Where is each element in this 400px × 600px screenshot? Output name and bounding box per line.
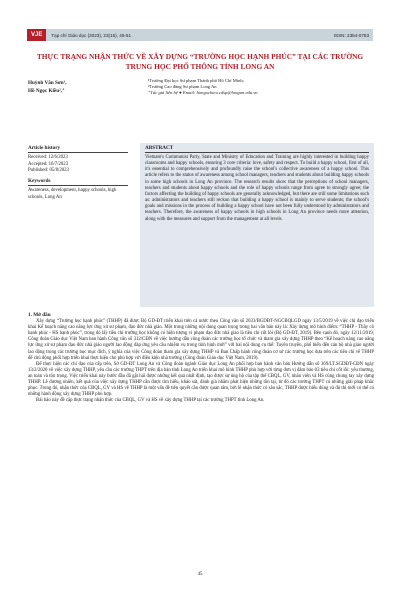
body-paragraph: Xây dựng “Trường học hạnh phúc” (THHP) đã được Bộ GD-ĐT triển khai trên cả nước theo Công văn số 2033/BGDĐT-NGCBQLGD ngày 13/5/2019 về việc chỉ đạo triển khai Kế hoạch nâng cao năng lực ứng xử sư phạm, đạo đức nhà giáo. Một trong những nội dung quan trọng trong hai văn bản này là: Xây dựng mô hình điểm: “THHP - Thầy cô hạnh phúc - HS hạnh phúc”, trong đó lấy tiêu chí trường học không có hiện tượng vi phạm đạo đức nhà giáo là tiêu chí cốt lõi (Bộ GD-ĐT, 2019). Bên cạnh đó, ngày 12/11/2019, Công đoàn Giáo dục Việt Nam ban hành Công văn số 312/CĐN về việc hướng dẫn công đoàn các trường học tổ chức và tham gia xây dựng THHP theo “Kế hoạch nâng cao năng lực ứng xử sư phạm đạo đức nhà giáo người lao động đáp ứng yêu cầu nhiệm vụ trong tình hình mới” với hai nội dung cụ thể: Tuyên truyền, phổ biến đến cán bộ nhà giáo người lao động trong các trường học mục đích, ý nghĩa của việc Công đoàn tham gia xây dựng THHP và Ban Chấp hành công đoàn cơ sở các trường học dựa trên các tiêu chí về THHP để chủ động phối hợp triển khai thực hiện cho phù hợp với điều kiện nhà trường (Công đoàn Giáo dục Việt Nam, 2019).	[28, 319, 374, 361]
accepted-date: Accepted: 16/7/2023	[28, 161, 69, 167]
journal-citation: Tạp chí Giáo dục (2023), 23(15), 45-51	[51, 32, 132, 38]
keywords-block	[28, 178, 128, 201]
body-paragraph: Bài báo này đề cập thực trạng nhận thức của CBQL, GV và HS về xây dựng THHP tại các trường THPT tỉnh Long An.	[36, 398, 265, 404]
divider	[28, 185, 128, 186]
abstract-heading: ABSTRACT	[145, 145, 174, 151]
article-history-heading: Article history	[28, 145, 61, 151]
affiliation-2: ²Trường Cao đẳng Sư phạm Long An	[148, 84, 217, 90]
page-number: 45	[197, 572, 203, 577]
abstract-box	[140, 143, 374, 307]
affiliations	[148, 78, 370, 97]
keywords-heading: Keywords	[28, 178, 51, 185]
corresponding-author-email[interactable]: ⁺Tác giả liên hệ ● Email: hongockieu.cdsp@longan.edu.vn	[148, 90, 258, 96]
article-info-column	[28, 145, 128, 201]
author-2: Hồ Ngọc Kiều²,⁺	[28, 87, 65, 94]
body-paragraph: Để thực hiện các chỉ đạo của cấp trên, Sở GD-ĐT Long An và Công đoàn ngành Giáo dục Long An phối hợp ban hành văn bản Hướng dẫn số 369/LT.SGDĐT-CĐN ngày 13/2/2020 về việc xây dựng THHP, yêu cầu các trường THPT trên địa bàn tỉnh Long An triển khai mô hình THHP phù hợp với từng đơn vị đảm bảo 03 tiêu chí cốt lõi: yêu thương, an toàn và tôn trọng. Việc triển khai này bước đầu đã gặt hái được những kết quả nhất định, tạo được sự ủng hộ của tập thể CBQL, GV, nhân viên và HS cũng chung tay xây dựng THHP. Lẽ đương nhiên, kết quả của việc xây dựng THHP cần được tìm hiểu, khảo sát, đánh giá nhằm phát hiện những tồn tại, từ đó các trường THPT có những giải pháp khắc phục. Trong đó, nhận thức của CBQL, GV và HS về THHP là một vấn đề tiên quyết cần được quan tâm, bởi lẽ nhận thức có sâu sắc, THHP được hiểu đúng và đủ thì mới có thể có những hành động xây dựng THHP phù hợp.	[28, 361, 374, 398]
published-date: Published: 05/8/2023	[28, 167, 69, 173]
section-heading: 1. Mở đầu	[28, 312, 51, 318]
journal-header-bar	[27, 29, 373, 41]
journal-logo-badge: VJE	[27, 29, 46, 41]
body-text	[28, 312, 374, 404]
issn-label: ISSN: 2354-0753	[333, 32, 369, 38]
abstract-text: Vietnam's Communist Party, State and Ministry of Education and Training are highly interested in building happy classrooms and happy schools, ensuring 3 core criteria: love, safety and respect. To build a happy school, first of all, it's essential to comprehensively and profoundly raise the school's collective awareness of a happy school. This article refers to the status of awareness among school managers, teachers and students about building happy schools in some high schools in Long An province. The research results show that the perceptions of school managers, teachers and students about happy schools and the role of happy schools range from agree to strongly agree; the factors affecting the building of happy schools are generally acknowledged, but there are still some limitations such as: administrators and teachers still reckon that building a happy school is mainly to serve students; the school's goals and missions in the process of building a happy school have not been fully understood by administrators and teachers. Therefore, the awareness of happy schools in high schools in Long An province needs more attention, along with the measures and support from the management at all levels.	[145, 155, 369, 222]
keywords-text: Awareness, development, happy schools, high schools, Long An	[28, 188, 117, 200]
author-1: Huỳnh Văn Sơn¹,	[28, 80, 67, 86]
divider	[28, 152, 128, 153]
affiliation-1: ¹Trường Đại học Sư phạm Thành phố Hồ Chí Minh;	[148, 78, 244, 83]
paper-title: THỰC TRẠNG NHẬN THỨC VỀ XÂY DỰNG “TRƯỜNG HỌC HẠNH PHÚC” TẠI CÁC TRƯỜNG TRUNG HỌC PHỔ THÔNG TỈNH LONG AN	[36, 52, 364, 71]
author-list	[28, 80, 128, 95]
received-date: Received: 12/6/2023	[28, 155, 68, 161]
